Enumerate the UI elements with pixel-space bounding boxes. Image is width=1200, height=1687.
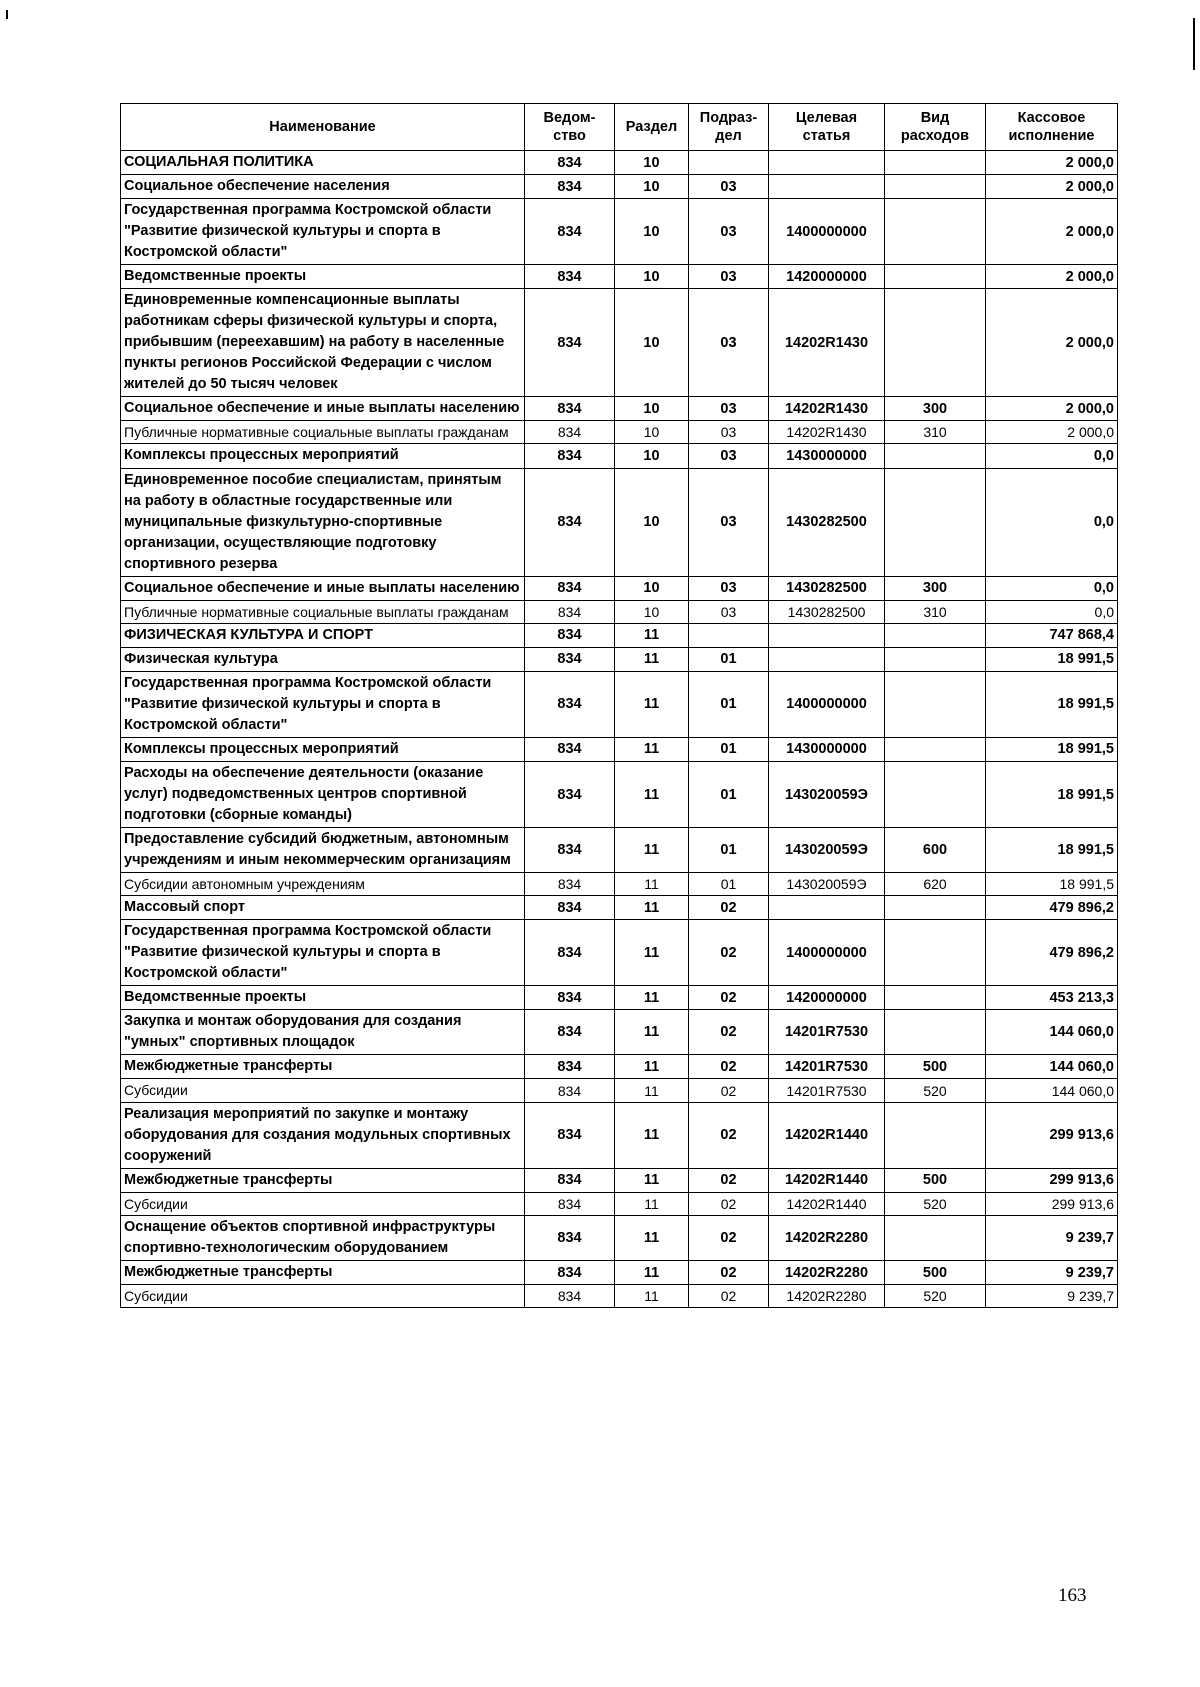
row-target-article-code: 143020059Э <box>769 873 885 896</box>
row-section-code: 11 <box>615 896 689 920</box>
row-target-article-code: 1420000000 <box>769 986 885 1010</box>
row-name: Ведомственные проекты <box>121 986 525 1010</box>
row-target-article-code <box>769 623 885 647</box>
row-cash-execution: 9 239,7 <box>986 1285 1118 1308</box>
row-subsection-code <box>689 623 769 647</box>
row-name: Реализация мероприятий по закупке и монтажу оборудования для создания модульных спортивных сооружений <box>121 1102 525 1168</box>
row-section-code: 11 <box>615 623 689 647</box>
row-expense-type-code: 520 <box>885 1285 986 1308</box>
table-row <box>121 896 1118 920</box>
row-name: Публичные нормативные социальные выплаты гражданам <box>121 600 525 623</box>
scan-mark <box>6 10 8 19</box>
row-subsection-code: 01 <box>689 737 769 761</box>
row-department-code: 834 <box>525 421 615 444</box>
column-header-cash-execution: Кассовое исполнение <box>986 104 1118 151</box>
row-subsection-code <box>689 151 769 175</box>
row-target-article-code: 1430282500 <box>769 600 885 623</box>
row-expense-type-code: 300 <box>885 576 986 600</box>
table-row <box>121 151 1118 175</box>
row-department-code: 834 <box>525 265 615 289</box>
row-target-article-code: 143020059Э <box>769 828 885 873</box>
row-section-code: 11 <box>615 873 689 896</box>
table-row <box>121 623 1118 647</box>
row-section-code: 10 <box>615 199 689 265</box>
row-name: Межбюджетные трансферты <box>121 1055 525 1079</box>
row-department-code: 834 <box>525 175 615 199</box>
row-target-article-code: 1430000000 <box>769 737 885 761</box>
table-row <box>121 199 1118 265</box>
row-section-code: 10 <box>615 289 689 397</box>
table-row <box>121 265 1118 289</box>
row-subsection-code: 03 <box>689 289 769 397</box>
row-section-code: 10 <box>615 151 689 175</box>
row-name: Субсидии <box>121 1285 525 1308</box>
row-subsection-code: 03 <box>689 576 769 600</box>
row-department-code: 834 <box>525 761 615 827</box>
row-section-code: 10 <box>615 265 689 289</box>
row-expense-type-code: 520 <box>885 1192 986 1215</box>
row-cash-execution: 2 000,0 <box>986 421 1118 444</box>
row-section-code: 10 <box>615 397 689 421</box>
row-name: Ведомственные проекты <box>121 265 525 289</box>
row-name: Субсидии <box>121 1079 525 1102</box>
table-row <box>121 920 1118 986</box>
row-expense-type-code: 520 <box>885 1079 986 1102</box>
row-section-code: 11 <box>615 1168 689 1192</box>
row-subsection-code: 02 <box>689 1102 769 1168</box>
row-cash-execution: 2 000,0 <box>986 151 1118 175</box>
row-name: Государственная программа Костромской области "Развитие физической культуры и спорта в Костромской области" <box>121 671 525 737</box>
row-subsection-code: 01 <box>689 671 769 737</box>
row-target-article-code: 14201R7530 <box>769 1055 885 1079</box>
row-cash-execution: 0,0 <box>986 576 1118 600</box>
column-header-subsection: Подраз-дел <box>689 104 769 151</box>
row-section-code: 11 <box>615 1192 689 1215</box>
row-expense-type-code <box>885 761 986 827</box>
row-subsection-code: 01 <box>689 873 769 896</box>
row-cash-execution: 18 991,5 <box>986 828 1118 873</box>
row-cash-execution: 144 060,0 <box>986 1079 1118 1102</box>
row-target-article-code: 1400000000 <box>769 199 885 265</box>
row-name: Физическая культура <box>121 647 525 671</box>
table-row <box>121 1168 1118 1192</box>
column-header-expense-type: Вид расходов <box>885 104 986 151</box>
column-header-target-article: Целевая статья <box>769 104 885 151</box>
row-section-code: 10 <box>615 444 689 468</box>
row-target-article-code: 1400000000 <box>769 671 885 737</box>
row-target-article-code: 1430282500 <box>769 468 885 576</box>
row-target-article-code <box>769 151 885 175</box>
row-target-article-code: 1430000000 <box>769 444 885 468</box>
row-cash-execution: 0,0 <box>986 468 1118 576</box>
row-target-article-code <box>769 896 885 920</box>
budget-execution-table <box>120 103 1118 1308</box>
row-cash-execution: 144 060,0 <box>986 1055 1118 1079</box>
row-name: Межбюджетные трансферты <box>121 1168 525 1192</box>
row-department-code: 834 <box>525 199 615 265</box>
table-row <box>121 1261 1118 1285</box>
row-department-code: 834 <box>525 397 615 421</box>
table-row <box>121 1216 1118 1261</box>
row-name: Социальное обеспечение и иные выплаты населению <box>121 397 525 421</box>
row-target-article-code: 14202R2280 <box>769 1285 885 1308</box>
row-cash-execution: 2 000,0 <box>986 397 1118 421</box>
row-expense-type-code: 620 <box>885 873 986 896</box>
row-department-code: 834 <box>525 920 615 986</box>
row-cash-execution: 453 213,3 <box>986 986 1118 1010</box>
row-section-code: 11 <box>615 1055 689 1079</box>
row-expense-type-code <box>885 671 986 737</box>
row-subsection-code: 03 <box>689 421 769 444</box>
row-expense-type-code <box>885 289 986 397</box>
row-subsection-code: 03 <box>689 265 769 289</box>
row-subsection-code: 02 <box>689 1285 769 1308</box>
row-expense-type-code: 500 <box>885 1261 986 1285</box>
row-subsection-code: 01 <box>689 647 769 671</box>
row-subsection-code: 02 <box>689 1079 769 1102</box>
table-row <box>121 986 1118 1010</box>
row-target-article-code <box>769 647 885 671</box>
row-cash-execution: 299 913,6 <box>986 1192 1118 1215</box>
row-expense-type-code: 300 <box>885 397 986 421</box>
row-subsection-code: 02 <box>689 1216 769 1261</box>
row-department-code: 834 <box>525 1285 615 1308</box>
row-expense-type-code <box>885 199 986 265</box>
row-target-article-code: 14202R1430 <box>769 289 885 397</box>
column-header-name: Наименование <box>121 104 525 151</box>
row-cash-execution: 2 000,0 <box>986 175 1118 199</box>
row-subsection-code: 03 <box>689 600 769 623</box>
table-row <box>121 175 1118 199</box>
row-cash-execution: 144 060,0 <box>986 1010 1118 1055</box>
row-department-code: 834 <box>525 647 615 671</box>
row-department-code: 834 <box>525 1168 615 1192</box>
row-subsection-code: 03 <box>689 444 769 468</box>
row-subsection-code: 02 <box>689 1055 769 1079</box>
row-subsection-code: 01 <box>689 761 769 827</box>
table-row <box>121 737 1118 761</box>
row-subsection-code: 02 <box>689 1010 769 1055</box>
table-header-row <box>121 104 1118 151</box>
row-subsection-code: 01 <box>689 828 769 873</box>
row-cash-execution: 747 868,4 <box>986 623 1118 647</box>
row-department-code: 834 <box>525 623 615 647</box>
table-row <box>121 1079 1118 1102</box>
row-subsection-code: 02 <box>689 1168 769 1192</box>
row-name: Публичные нормативные социальные выплаты гражданам <box>121 421 525 444</box>
row-section-code: 11 <box>615 671 689 737</box>
row-expense-type-code <box>885 151 986 175</box>
row-subsection-code: 02 <box>689 920 769 986</box>
row-cash-execution: 479 896,2 <box>986 896 1118 920</box>
row-department-code: 834 <box>525 444 615 468</box>
row-target-article-code: 1430282500 <box>769 576 885 600</box>
row-department-code: 834 <box>525 873 615 896</box>
row-subsection-code: 02 <box>689 986 769 1010</box>
row-section-code: 11 <box>615 986 689 1010</box>
row-target-article-code: 14202R1430 <box>769 421 885 444</box>
row-department-code: 834 <box>525 986 615 1010</box>
row-department-code: 834 <box>525 1216 615 1261</box>
row-name: Предоставление субсидий бюджетным, автономным учреждениям и иным некоммерческим организациям <box>121 828 525 873</box>
row-name: Комплексы процессных мероприятий <box>121 737 525 761</box>
row-cash-execution: 18 991,5 <box>986 671 1118 737</box>
row-expense-type-code: 500 <box>885 1055 986 1079</box>
row-target-article-code: 14202R1440 <box>769 1102 885 1168</box>
row-department-code: 834 <box>525 1055 615 1079</box>
row-expense-type-code <box>885 265 986 289</box>
row-target-article-code: 14202R1440 <box>769 1168 885 1192</box>
row-expense-type-code <box>885 647 986 671</box>
row-section-code: 11 <box>615 761 689 827</box>
row-section-code: 10 <box>615 468 689 576</box>
row-expense-type-code <box>885 623 986 647</box>
row-cash-execution: 18 991,5 <box>986 647 1118 671</box>
row-expense-type-code <box>885 444 986 468</box>
column-header-department: Ведом-ство <box>525 104 615 151</box>
row-name: Единовременное пособие специалистам, принятым на работу в областные государственные или муниципальные физкультурно-спортивные организации, осуществляющие подготовку спортивного резерва <box>121 468 525 576</box>
row-subsection-code: 03 <box>689 175 769 199</box>
row-department-code: 834 <box>525 576 615 600</box>
row-target-article-code: 1400000000 <box>769 920 885 986</box>
row-cash-execution: 479 896,2 <box>986 920 1118 986</box>
row-target-article-code: 14202R2280 <box>769 1261 885 1285</box>
row-name: Государственная программа Костромской области "Развитие физической культуры и спорта в Костромской области" <box>121 920 525 986</box>
row-cash-execution: 18 991,5 <box>986 873 1118 896</box>
row-section-code: 10 <box>615 421 689 444</box>
row-target-article-code: 14201R7530 <box>769 1010 885 1055</box>
row-expense-type-code <box>885 986 986 1010</box>
table-row <box>121 397 1118 421</box>
page-number: 163 <box>1058 1585 1087 1606</box>
row-department-code: 834 <box>525 828 615 873</box>
row-expense-type-code <box>885 1102 986 1168</box>
column-header-section: Раздел <box>615 104 689 151</box>
row-target-article-code: 1420000000 <box>769 265 885 289</box>
row-cash-execution: 18 991,5 <box>986 761 1118 827</box>
row-name: ФИЗИЧЕСКАЯ КУЛЬТУРА И СПОРТ <box>121 623 525 647</box>
table-body <box>121 151 1118 1308</box>
row-department-code: 834 <box>525 468 615 576</box>
row-section-code: 10 <box>615 576 689 600</box>
table-row <box>121 289 1118 397</box>
row-department-code: 834 <box>525 1079 615 1102</box>
row-cash-execution: 9 239,7 <box>986 1216 1118 1261</box>
row-expense-type-code <box>885 1010 986 1055</box>
row-cash-execution: 9 239,7 <box>986 1261 1118 1285</box>
row-target-article-code: 14202R1440 <box>769 1192 885 1215</box>
row-subsection-code: 03 <box>689 199 769 265</box>
row-department-code: 834 <box>525 1102 615 1168</box>
row-name: Единовременные компенсационные выплаты работникам сферы физической культуры и спорта, прибывшим (переехавшим) на работу в населенные пункты регионов Российской Федерации с числом жителей до 50 тысяч человек <box>121 289 525 397</box>
row-name: Государственная программа Костромской области "Развитие физической культуры и спорта в Костромской области" <box>121 199 525 265</box>
row-department-code: 834 <box>525 737 615 761</box>
row-section-code: 11 <box>615 1285 689 1308</box>
row-target-article-code: 14202R2280 <box>769 1216 885 1261</box>
row-name: Межбюджетные трансферты <box>121 1261 525 1285</box>
row-name: Расходы на обеспечение деятельности (оказание услуг) подведомственных центров спортивной подготовки (сборные команды) <box>121 761 525 827</box>
table-row <box>121 647 1118 671</box>
row-expense-type-code <box>885 920 986 986</box>
row-section-code: 10 <box>615 600 689 623</box>
row-section-code: 11 <box>615 1216 689 1261</box>
row-expense-type-code: 500 <box>885 1168 986 1192</box>
row-section-code: 11 <box>615 828 689 873</box>
row-expense-type-code: 600 <box>885 828 986 873</box>
table-row <box>121 1192 1118 1215</box>
row-section-code: 11 <box>615 1010 689 1055</box>
row-cash-execution: 299 913,6 <box>986 1168 1118 1192</box>
row-section-code: 11 <box>615 1102 689 1168</box>
table-row <box>121 873 1118 896</box>
row-department-code: 834 <box>525 289 615 397</box>
table-row <box>121 421 1118 444</box>
scan-mark <box>1193 18 1195 70</box>
row-department-code: 834 <box>525 151 615 175</box>
row-cash-execution: 2 000,0 <box>986 289 1118 397</box>
row-section-code: 11 <box>615 920 689 986</box>
row-subsection-code: 02 <box>689 1261 769 1285</box>
budget-table-container <box>120 103 1117 1308</box>
row-cash-execution: 2 000,0 <box>986 265 1118 289</box>
table-row <box>121 671 1118 737</box>
row-section-code: 11 <box>615 1261 689 1285</box>
row-name: Социальное обеспечение населения <box>121 175 525 199</box>
table-row <box>121 1055 1118 1079</box>
row-expense-type-code <box>885 896 986 920</box>
table-row <box>121 600 1118 623</box>
row-cash-execution: 0,0 <box>986 444 1118 468</box>
row-name: Закупка и монтаж оборудования для создания "умных" спортивных площадок <box>121 1010 525 1055</box>
row-section-code: 11 <box>615 1079 689 1102</box>
table-row <box>121 761 1118 827</box>
row-name: Комплексы процессных мероприятий <box>121 444 525 468</box>
row-cash-execution: 0,0 <box>986 600 1118 623</box>
row-target-article-code: 14201R7530 <box>769 1079 885 1102</box>
row-name: Субсидии <box>121 1192 525 1215</box>
row-cash-execution: 299 913,6 <box>986 1102 1118 1168</box>
row-expense-type-code: 310 <box>885 421 986 444</box>
row-section-code: 11 <box>615 737 689 761</box>
row-name: Массовый спорт <box>121 896 525 920</box>
row-cash-execution: 2 000,0 <box>986 199 1118 265</box>
row-subsection-code: 02 <box>689 1192 769 1215</box>
row-target-article-code: 14202R1430 <box>769 397 885 421</box>
row-department-code: 834 <box>525 1261 615 1285</box>
row-subsection-code: 02 <box>689 896 769 920</box>
table-row <box>121 468 1118 576</box>
table-row <box>121 1285 1118 1308</box>
row-expense-type-code <box>885 468 986 576</box>
row-target-article-code: 143020059Э <box>769 761 885 827</box>
row-department-code: 834 <box>525 600 615 623</box>
row-expense-type-code <box>885 1216 986 1261</box>
row-department-code: 834 <box>525 1010 615 1055</box>
row-expense-type-code <box>885 737 986 761</box>
table-row <box>121 576 1118 600</box>
table-row <box>121 1102 1118 1168</box>
row-department-code: 834 <box>525 1192 615 1215</box>
row-department-code: 834 <box>525 671 615 737</box>
row-department-code: 834 <box>525 896 615 920</box>
row-name: Социальное обеспечение и иные выплаты населению <box>121 576 525 600</box>
row-name: Оснащение объектов спортивной инфраструктуры спортивно-технологическим оборудованием <box>121 1216 525 1261</box>
row-name: СОЦИАЛЬНАЯ ПОЛИТИКА <box>121 151 525 175</box>
row-section-code: 10 <box>615 175 689 199</box>
table-row <box>121 828 1118 873</box>
row-expense-type-code <box>885 175 986 199</box>
row-subsection-code: 03 <box>689 468 769 576</box>
row-section-code: 11 <box>615 647 689 671</box>
table-row <box>121 1010 1118 1055</box>
row-subsection-code: 03 <box>689 397 769 421</box>
row-name: Субсидии автономным учреждениям <box>121 873 525 896</box>
row-expense-type-code: 310 <box>885 600 986 623</box>
row-cash-execution: 18 991,5 <box>986 737 1118 761</box>
row-target-article-code <box>769 175 885 199</box>
table-row <box>121 444 1118 468</box>
